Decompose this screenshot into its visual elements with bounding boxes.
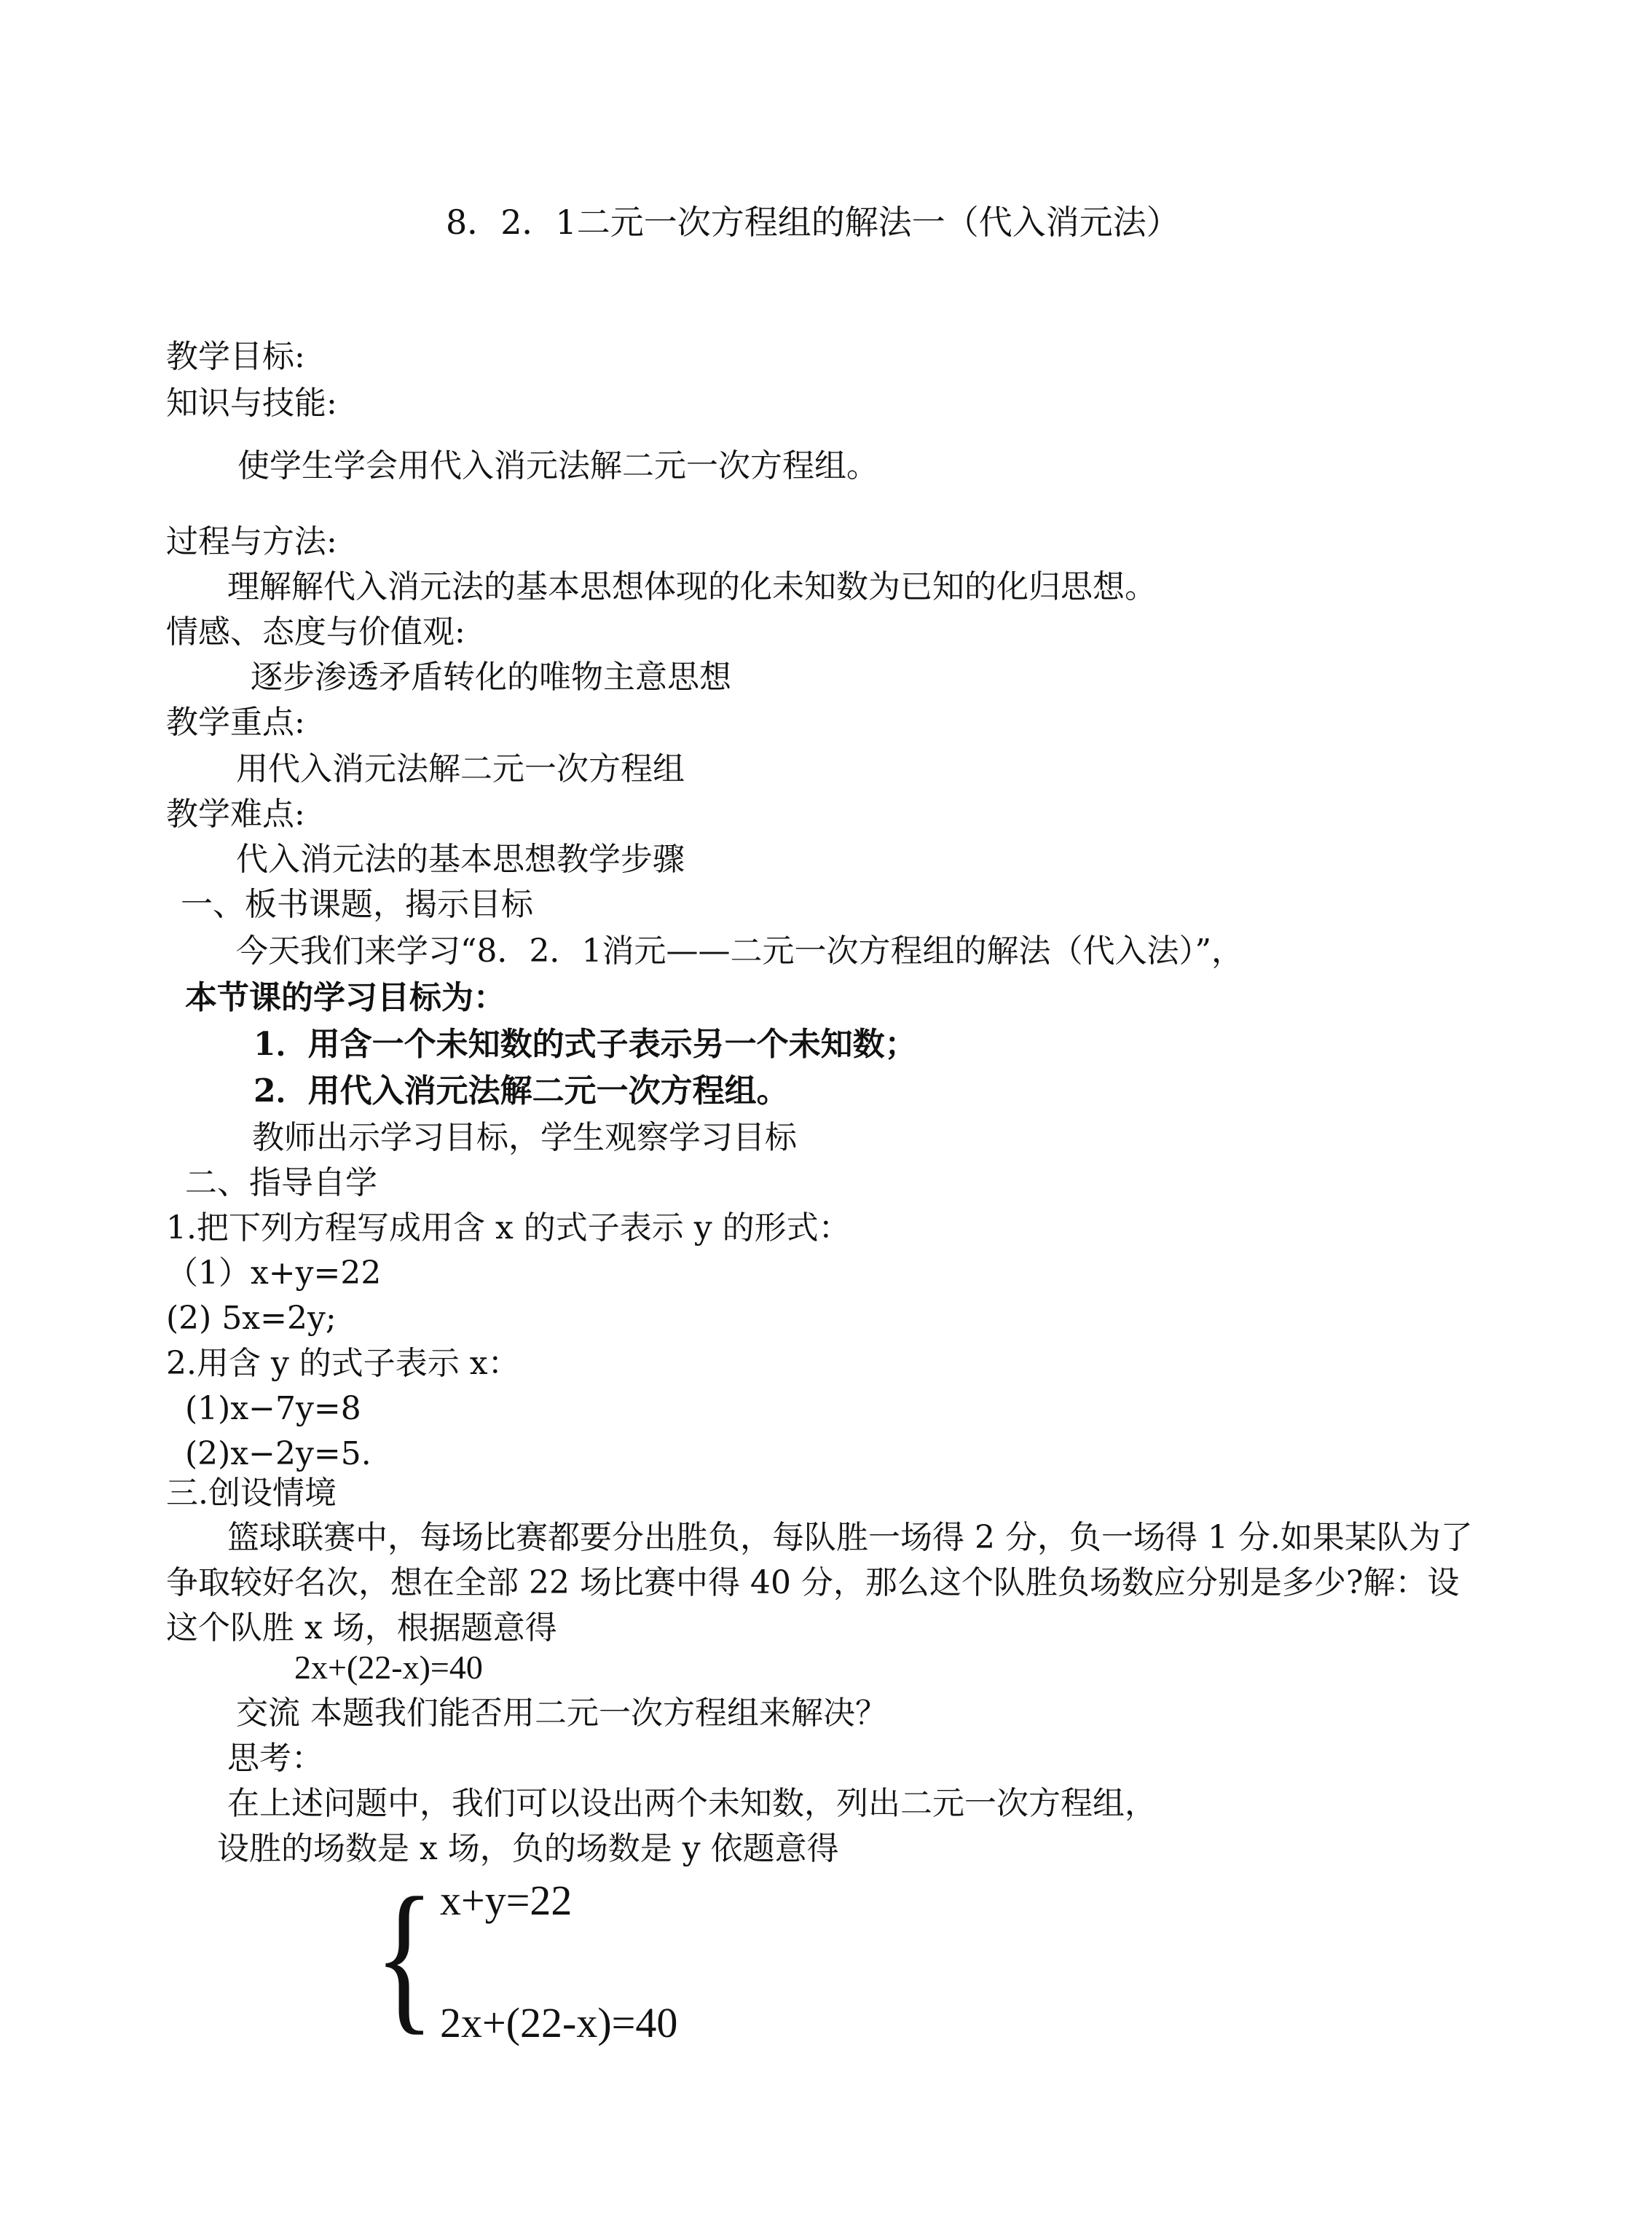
- heading-key-points: 教学重点:: [166, 704, 305, 741]
- equation-line: 2x+(22-x)=40: [294, 1649, 483, 1686]
- exercise-1: 1.把下列方程写成用含 x 的式子表示 y 的形式：: [166, 1209, 851, 1246]
- brace-icon: {: [374, 1863, 435, 2049]
- text-line: 今天我们来学习“8．2．1消元——二元一次方程组的解法（代入法）”，: [236, 933, 1243, 970]
- text-line: 代入消元法的基本思想教学步骤: [236, 841, 685, 878]
- heading-teaching-goals: 教学目标:: [166, 338, 305, 375]
- heading-process-method: 过程与方法:: [166, 523, 337, 560]
- text-line: 逐步渗透矛盾转化的唯物主意思想: [251, 659, 731, 696]
- system-equation-2: 2x+(22-x)=40: [440, 1999, 678, 2046]
- problem-paragraph: 篮球联赛中，每场比赛都要分出胜负，每队胜一场得 2 分，负一场得 1 分.如果某队为了争取较好名次，想在全部 22 场比赛中得 40 分，那么这个队胜负场数应分别是多少?解：设这个队胜 x 场，根据题意得: [166, 1519, 1473, 1646]
- exercise-item: (1)x−7y=8: [185, 1390, 361, 1427]
- text-line: 使学生学会用代入消元法解二元一次方程组。: [237, 447, 878, 484]
- goals-intro: 本节课的学习目标为：: [185, 979, 506, 1016]
- text-line: 思考：: [227, 1740, 323, 1777]
- heading-knowledge-skills: 知识与技能:: [166, 385, 337, 422]
- text-line: 设胜的场数是 x 场，负的场数是 y 依题意得: [217, 1830, 839, 1867]
- text-line: 教师出示学习目标，学生观察学习目标: [252, 1119, 797, 1156]
- section-heading-3: 三.创设情境: [166, 1475, 337, 1512]
- exercise-item: (2)x−2y=5.: [185, 1435, 371, 1472]
- heading-difficulties: 教学难点:: [166, 796, 305, 833]
- text-line: 用代入消元法解二元一次方程组: [236, 750, 685, 788]
- goal-item: 2．用代入消元法解二元一次方程组。: [253, 1072, 789, 1110]
- section-heading-2: 二、指导自学: [185, 1164, 377, 1201]
- goal-item: 1．用含一个未知数的式子表示另一个未知数；: [253, 1026, 917, 1063]
- heading-attitude-values: 情感、态度与价值观:: [166, 613, 465, 651]
- exercise-item: (2) 5x=2y;: [166, 1300, 337, 1337]
- text-line: 在上述问题中，我们可以设出两个未知数，列出二元一次方程组，: [227, 1785, 1157, 1822]
- exercise-2: 2.用含 y 的式子表示 x：: [166, 1345, 520, 1382]
- section-heading-1: 一、板书课题，揭示目标: [181, 886, 533, 923]
- text-line: 交流 本题我们能否用二元一次方程组来解决？: [236, 1695, 887, 1732]
- exercise-item: （1）x+y=22: [166, 1255, 382, 1292]
- text-line: 理解解代入消元法的基本思想体现的化未知数为已知的化归思想。: [227, 568, 1157, 605]
- system-equation-1: x+y=22: [440, 1877, 573, 1924]
- page-title: 8．2．1二元一次方程组的解法一（代入消元法）: [446, 203, 1180, 242]
